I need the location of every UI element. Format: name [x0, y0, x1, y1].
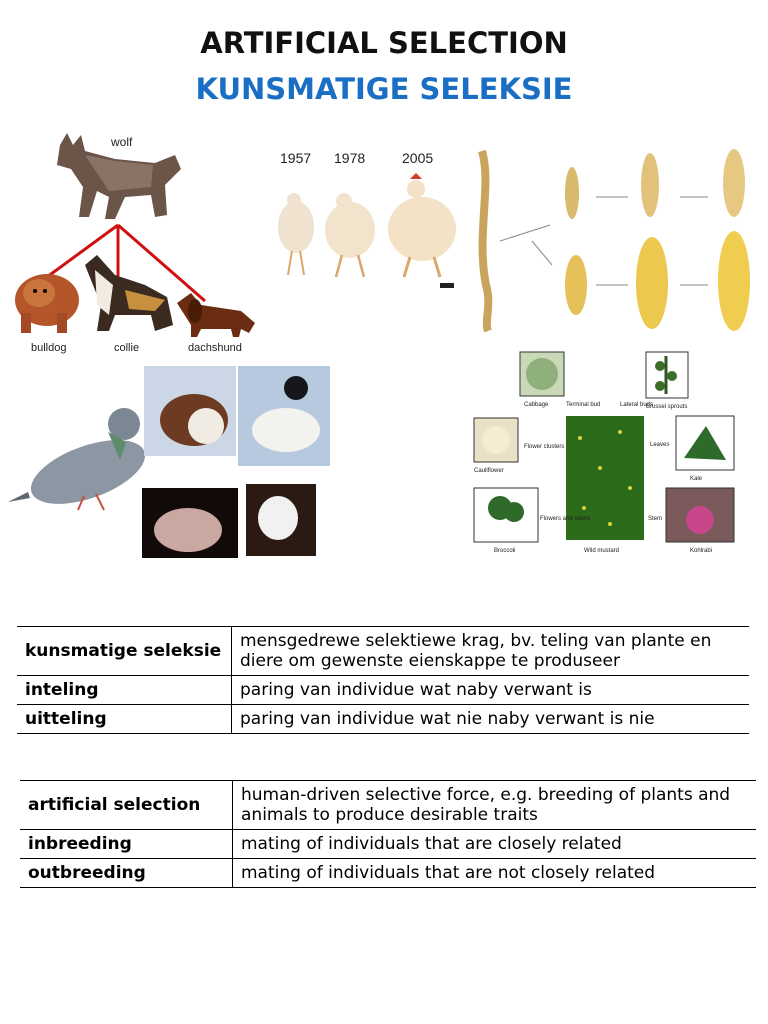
table-row	[17, 705, 749, 734]
term-cell: kunsmatige seleksie	[17, 627, 232, 676]
definition-cell: mating of individuals that are closely related	[233, 830, 757, 859]
rock-pigeon-image	[8, 408, 153, 517]
label-lateral-buds: Lateral buds	[620, 402, 654, 408]
table-row	[17, 676, 749, 705]
label-wild-mustard: Wild mustard	[584, 548, 620, 554]
pigeon-breeds-illustration	[8, 362, 338, 562]
chicken-size-comparison	[270, 145, 462, 295]
label-leaves: Leaves	[650, 442, 670, 448]
definition-cell: mensgedrewe selektiewe krag, bv. teling van plante en diere om gewenste eienskappe te produseer	[232, 627, 750, 676]
label-kale: Kale	[690, 476, 703, 482]
term-cell: inbreeding	[20, 830, 233, 859]
corn-stage-3	[718, 231, 750, 331]
teosinte-image	[482, 151, 488, 331]
definition-cell: paring van individue wat naby verwant is	[232, 676, 750, 705]
teosinte-stage-1	[565, 167, 579, 219]
collie-label: collie	[114, 342, 140, 354]
label-cauliflower: Cauliflower	[474, 468, 504, 474]
table-row	[20, 830, 756, 859]
label-flower-clusters: Flower clusters	[524, 444, 565, 450]
year-2005: 2005	[402, 150, 434, 166]
year-1957: 1957	[280, 150, 312, 166]
dachshund-label: dachshund	[188, 342, 242, 354]
label-stem: Stem	[648, 516, 663, 522]
bulldog-label: bulldog	[31, 342, 67, 354]
term-cell: uitteling	[17, 705, 232, 734]
table-row	[20, 781, 756, 830]
definition-cell: paring van individue wat nie naby verwant is nie	[232, 705, 750, 734]
teosinte-stage-2	[641, 153, 659, 217]
english-definitions-table	[20, 780, 756, 888]
dachshund-image	[177, 293, 255, 337]
label-terminal-bud: Terminal bud	[566, 402, 601, 408]
term-cell: inteling	[17, 676, 232, 705]
term-cell: outbreeding	[20, 859, 233, 888]
branching-arrows	[500, 197, 708, 285]
corn-stage-1	[565, 255, 587, 315]
table-row	[17, 627, 749, 676]
label-cabbage: Cabbage	[524, 402, 549, 408]
page-title: ARTIFICIAL SELECTION	[200, 26, 568, 60]
term-cell: artificial selection	[20, 781, 233, 830]
scale-bar	[440, 283, 454, 288]
wild-mustard-diagram	[470, 348, 762, 560]
definition-cell: human-driven selective force, e.g. breeding of plants and animals to produce desirable traits	[233, 781, 757, 830]
teosinte-stage-3	[723, 149, 745, 217]
collie-image	[85, 255, 173, 331]
wolf-label: wolf	[111, 135, 133, 149]
label-kohlrabi: Kohlrabi	[690, 548, 713, 554]
label-broccoli: Broccoli	[494, 548, 516, 554]
dog-breeds-illustration	[5, 125, 267, 360]
corn-stage-2	[636, 237, 668, 329]
bulldog-image	[15, 274, 79, 333]
year-1978: 1978	[334, 150, 366, 166]
page-subtitle: KUNSMATIGE SELEKSIE	[195, 72, 573, 106]
afrikaans-definitions-table	[17, 626, 749, 734]
label-flowers-and-stems: Flowers and stems	[540, 516, 591, 522]
definition-cell: mating of individuals that are not closely related	[233, 859, 757, 888]
label-brussel-sprouts: Brussel sprouts	[646, 404, 688, 410]
corn-evolution-illustration	[468, 145, 760, 335]
table-row	[20, 859, 756, 888]
